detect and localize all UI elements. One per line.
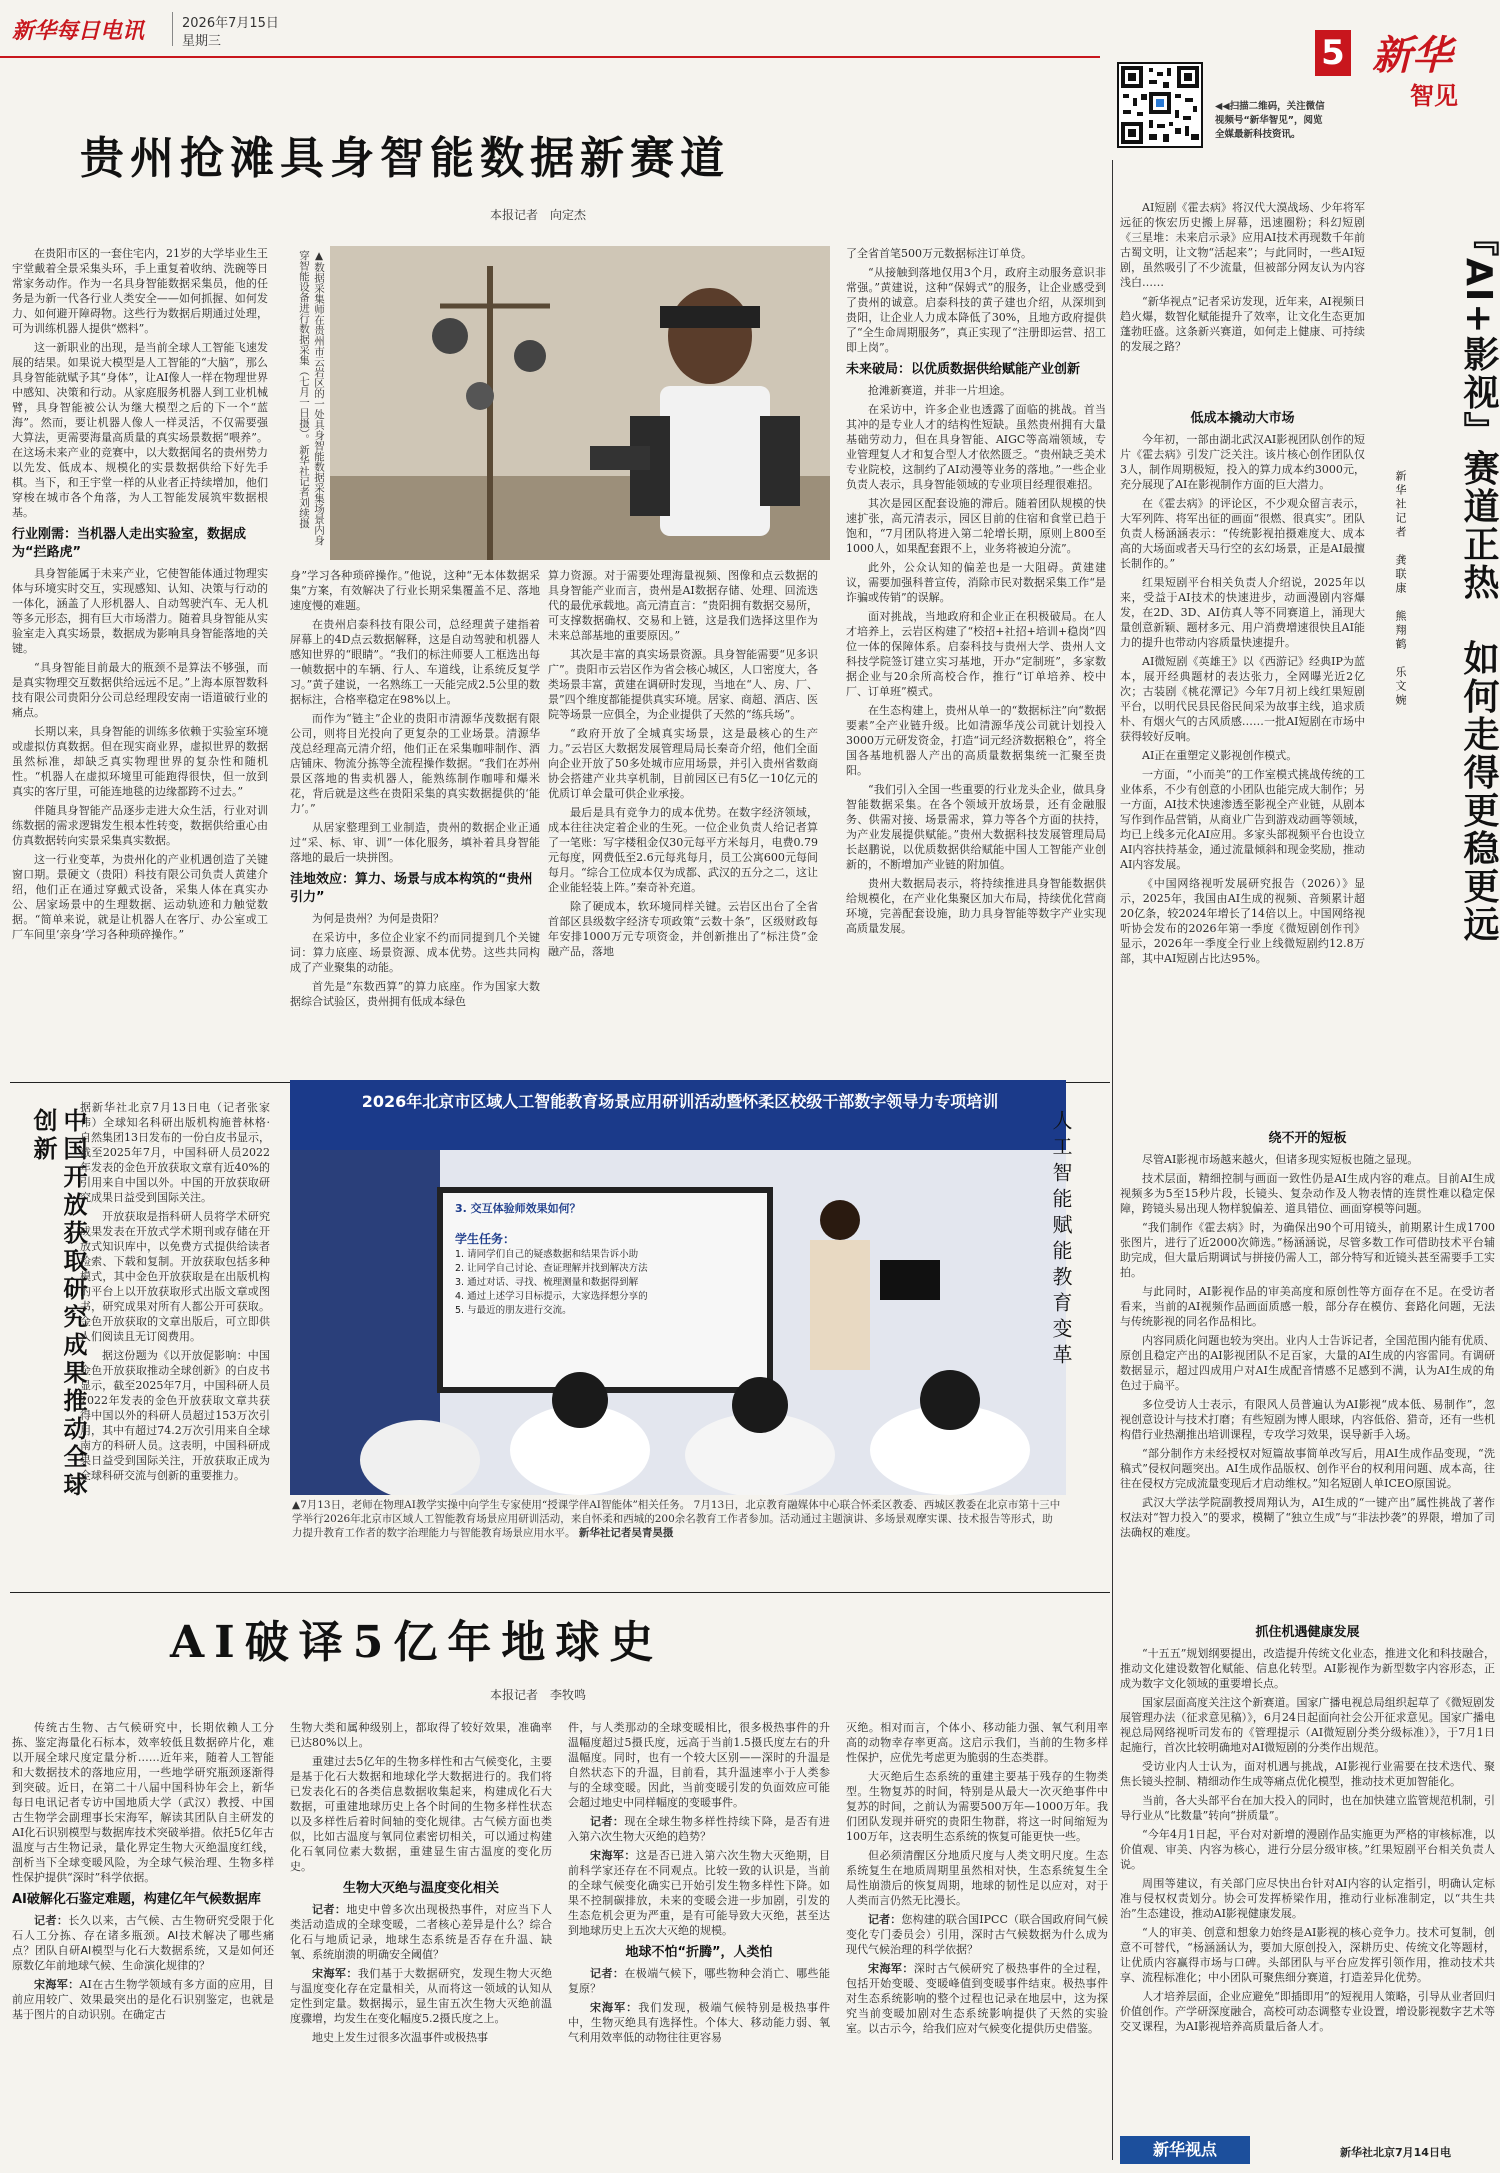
qa-paragraph [12, 1913, 274, 1973]
article5-column-3 [1120, 1618, 1495, 2128]
page-number-text: 5 [1321, 33, 1345, 73]
section-subhead: 抓住机遇健康发展 [1255, 1625, 1360, 1640]
paragraph: 人才培养层面，企业应避免“即插即用”的短视用人策略，引导从业者回归价值创作。产学研深度融合，高校可动态调整专业设置，增设影视数字艺术等交叉课程，为AI影视培养高质量后备人才。 [1120, 1990, 1495, 2033]
article5-column-1b [1370, 1050, 1495, 1124]
qa-speaker: 记者： [312, 1903, 347, 1916]
issue-weekday: 星期三 [182, 34, 222, 49]
qa-paragraph [568, 1966, 830, 1996]
qa-paragraph [290, 1902, 552, 1962]
section-subhead: 生物大灭绝与温度变化相关 [342, 1881, 499, 1896]
paragraph: AI短剧《霍去病》将汉代大漠战场、少年将军远征的恢宏历史搬上屏幕，迅速圈粉；科幻短剧《三星堆：未来启示录》应用AI技术再现数千年前古蜀文明，让文物“活起来”；与此同时，一些AI短剧，虽然吸引了不少流量，但被部分网友认为内容浅白…… [1120, 201, 1365, 289]
qa-speaker: 宋海军： [34, 1978, 80, 1991]
board-line: 3. 通过对话、寻找、梳理测量和数据得到解 [455, 1277, 639, 1288]
paragraph: 贵州大数据局表示，将持续推进具身智能数据供给规模化，在产业化集聚区加大布局，持续优化营商环境，完善配套设施，助力具身智能等数字产业实现高质量发展。 [846, 877, 1106, 935]
section-subhead: 绕不开的短板 [1268, 1131, 1347, 1146]
paragraph: 伴随具身智能产品逐步走进大众生活，行业对训练数据的需求逻辑发生根本性转变，数据供给重心由仿真数据转向实景采集真实数据。 [12, 804, 268, 847]
paragraph: 除了硬成本，软环境同样关键。云岩区出台了全省首部区县级数字经济专项政策“云数十条”，区级财政每年安排1000万元专项资金，并创新推出了“标注贷”金融产品，落地 [548, 900, 818, 958]
section-subhead: 地球不怕“折腾”，人类怕 [625, 1945, 773, 1960]
section-brand: 新华 [1372, 32, 1452, 79]
article1-column-1 [12, 246, 268, 1076]
page-number [1315, 30, 1351, 76]
paragraph: 据新华社北京7月13日电（记者张家伟）全球知名科研出版机构施普林格·自然集团13日发布的一份白皮书显示，截至2025年7月，中国科研人员2022年发表的金色开放获取文章有近40%的引用来自中国以外。中国的开放获取研究成果日益受到国际关注。 [80, 1101, 270, 1204]
paragraph: 抢滩新赛道，并非一片坦途。 [868, 384, 1011, 397]
paragraph: 生物大类和属种级别上，都取得了较好效果，准确率已达80%以上。 [290, 1721, 552, 1749]
paragraph: “具身智能目前最大的瓶颈不是算法不够强，而是真实物理交互数据供给远远不足。”上海本原智数科技有限公司贵阳分公司总经理段安南一语道破行业的痛点。 [12, 661, 268, 719]
qa-speaker: 记者： [590, 1815, 625, 1828]
paragraph: AI微短剧《英雄王》以《西游记》经典IP为蓝本，展开经典题材的表达张力，全网曝光近2亿次；古装剧《桃花潭记》今年7月初上线红果短剧平台，以明代民县民俗民间采为故事主线，追求质朴、有烟火气的古风质感……一批AI短剧在市场中获得较好反响。 [1120, 655, 1365, 743]
qa-paragraph [846, 1961, 1108, 2036]
article5-headline: 『AI+影视』赛道正热 如何走得更稳更远 [1458, 220, 1499, 944]
sidebar-divider [1112, 160, 1113, 2160]
paragraph: “十五五”规划纲要提出，改造提升传统文化业态，推进文化和科技融合，推动文化建设数智化赋能、信息化转型。AI影视作为新型数字内容形态，正成为数字文化领域的重要增长点。 [1120, 1647, 1495, 1690]
section-name: 智见 [1410, 82, 1458, 110]
paragraph: “人的审美、创意和想象力始终是AI影视的核心竞争力。技术可复制，创意不可替代，“杨涵涵认为，要加大原创投入，深耕历史、传统文化等题材，让优质内容赢得市场与口碑。头部团队与平台应发挥引领作用，推动技术共享、流程标准化；中小团队可聚焦细分赛道，打造差异化优势。 [1120, 1926, 1495, 1984]
paragraph: “我们引入全国一些重要的行业龙头企业，做具身智能数据采集。在各个领域开放场景，还有金融服务、供需对接、场景需求，算力等各个方面的扶持，为产业发展提供赋能。”贵州大数据科技发展管理局局长赵鹏说，以优质数据供给赋能中国人工智能产业创新的，不断增加产业链的附加值。 [846, 783, 1106, 871]
board-line: 2. 让同学自己讨论、查证理解并找到解决方法 [455, 1263, 648, 1274]
article1-photo-caption: ▲数据采集师在贵州市云岩区的一处具身智能数据采集场景内身穿智能设备进行数据采集（七月一日摄）。新华社记者刘续摄 [298, 250, 325, 546]
paragraph: 在贵阳市区的一套住宅内，21岁的大学毕业生王宇堂戴着全景采集头环，手上重复着收纳、洗碗等日常家务动作。作为一名具身智能数据采集员，他的任务是为新一代各行业人类安全——如何抓握、如何发力、如何避开障碍物。这些行为数据后期通过处理，可为训练机器人提供“燃料”。 [12, 247, 268, 335]
article3-headline: 人工智能赋能教育变革 [1049, 1110, 1073, 1370]
data-collector-photo-icon [330, 246, 830, 560]
paragraph: 内容同质化问题也较为突出。业内人士告诉记者，全国范围内能有优质、原创且稳定产出的AI影视团队不足百家，大量的AI生成的内容雷同。有调研数据显示，超过四成用户对AI生成配音情感不足感到不满，认为AI生成的角色过于扁平。 [1120, 1334, 1495, 1392]
paragraph: 而作为“链主”企业的贵阳市清源华茂数据有限公司，则将目光投向了更复杂的工业场景。清源华茂总经理高元清介绍，他们正在采集咖啡制作、酒店铺床、物流分拣等全流程操作数据。“我们在苏州景区落地的售卖机器人，能熟练制作咖啡和爆米花，背后就是这些在贵阳采集的真实数据提供的‘能力’。” [290, 712, 540, 815]
caption-lead: ▲7月13日，老师在物理AI教学实操中向学生专家使用“授课学伴AI智能体”相关任务。 [292, 1499, 691, 1511]
qa-paragraph [12, 1977, 274, 2022]
qa-text: AI在古生物学领域有多方面的应用，目前应用较广、效果最突出的是化石识别鉴定，也就是基于图片的自动识别。在确定古 [12, 1978, 274, 2021]
photo-credit: 新华社记者吴青昊摄 [578, 1527, 674, 1539]
paragraph: “新华视点”记者采访发现，近年来，AI视频日趋火爆，数智化赋能提升了效率，让文化生态更加蓬勃旺盛。这条新兴赛道，如何走上健康、可持续的发展之路？ [1120, 295, 1365, 353]
paragraph: AI正在重塑定义影视创作模式。 [1142, 749, 1298, 762]
section-subhead: 未来破局：以优质数据供给赋能产业创新 [846, 362, 1081, 377]
paragraph: 件，与人类那动的全球变暖相比，很多极热事件的升温幅度超过5摄氏度，远高于当前1.5摄氏度左右的升温幅度。同时，也有一个较大区别——深时的升温是自然状态下的升温，目前看，其升温速率小于人类参与的全球变暖。因此，当前变暖引发的负面效应可能会超过地史中同样幅度的变暖事件。 [568, 1721, 830, 1809]
section-subhead: 低成本撬动大市场 [1190, 411, 1295, 426]
qa-text: 我们发现，极端气候特别是极热事件中，生物灭绝具有选择性。个体大、移动能力弱、氧气利用效率低的动物往往更容易 [568, 2001, 830, 2044]
article4-column-3 [568, 1720, 830, 2165]
paragraph: 此外，公众认知的偏差也是一大阻碍。黄建建议，需要加强科普宣传，消除市民对数据采集工作“是诈骗或传销”的误解。 [846, 561, 1106, 604]
paragraph: 在采访中，许多企业也透露了面临的挑战。首当其冲的是专业人才的结构性短缺。虽然贵州拥有大量基础劳动力，但在具身智能、AIGC等高端领域，专业管理复人才和复合型人才依然匮乏。“贵州缺乏美术专业院校，这制约了AI动漫等业务的落地。”一些企业负责人表示，具身智能领域的专业项目经理很难招。 [846, 403, 1106, 491]
paragraph: 地史上发生过很多次温事件或极热事 [312, 2031, 488, 2044]
qa-text: 现在全球生物多样性持续下降，是否有进入第六次生物大灭绝的趋势？ [568, 1815, 830, 1843]
paragraph: 多位受访人士表示，有限风人员普遍认为AI影视“成本低、易制作”，忽视创意设计与技术打磨；有些短剧为博人眼球，内容低俗、猎奇，还有一些机构借行业热潮推出培训课程，专攻学习效果，误导新手入场。 [1120, 1398, 1495, 1441]
article1-headline: 贵州抢滩具身智能数据新赛道 [80, 133, 730, 184]
paragraph: 传统古生物、古气候研究中，长期依赖人工分拣、鉴定海量化石标本，效率较低且数据碎片化，难以开展全球尺度定量分析……近年来，随着人工智能和大数据技术的落地应用，一些地学研究瓶颈逐渐得到突破。近日，在第二十八届中国科协年会上，新华每日电讯记者专访中国地质大学（武汉）教授、中国古生物学会副理事长宋海军，解读其团队自主研发的AI化石识别模型与数据库技术突破举措。依托5亿年古温度与古生物记录，量化界定生物大灭绝温度红线，剖析当下全球变暖风险，为全球气候治理、生物多样性保护提供“深时”科学依据。 [12, 1721, 274, 1884]
article2-body [80, 1100, 270, 1510]
paragraph: 武汉大学法学院副教授周翔认为，AI生成的“一键产出”属性挑战了著作权法对“智力投入”的要求，模糊了“独立生成”与“非法抄袭”的界限，增加了司法确权的难度。 [1120, 1496, 1495, 1539]
masthead [0, 0, 1500, 66]
article4-headline: AI破译5亿年地球史 [170, 1617, 664, 1668]
paragraph: 灭绝。相对而言，个体小、移动能力强、氧气利用率高的动物幸存率更高。这启示我们，当前的生物多样性保护，应优先考虑更为脆弱的生态类群。 [846, 1721, 1108, 1764]
article1-byline: 本报记者 向定杰 [490, 208, 587, 222]
paragraph: 从居家整理到工业制造，贵州的数据企业正通过“采、标、审、训”一体化服务，填补着具身智能落地的最后一块拼图。 [290, 821, 540, 864]
paragraph: 算力资源。对于需要处理海量视频、图像和点云数据的具身智能产业而言，贵州是AI数据存储、处理、回流迭代的最优承载地。高元清直言：“贵阳拥有数据交易所，可支撑数据确权、交易和上链，这是我们选择这里作为未来总部基地的重要原因。” [548, 569, 818, 642]
photo-board-heading: 学生任务： [455, 1232, 516, 1246]
footer-dateline: 新华社北京7月14日电 [1340, 2146, 1451, 2159]
qa-paragraph [290, 1966, 552, 2026]
article1-photo[interactable] [330, 246, 830, 560]
paragraph: 为何是贵州？为何是贵阳？ [312, 912, 444, 925]
qr-code[interactable] [1117, 62, 1203, 148]
qa-text: 深时古气候研究了极热事件的全过程，包括开始变暖、变暖峰值到变暖事件结束。极热事件对生态系统影响的整个过程也记录在地层中，这为探究当前变暖加剧对生态系统影响提供了天然的实验室。以古示今，给我们应对气候变化提供历史借鉴。 [846, 1962, 1108, 2035]
article5-column-2 [1120, 1124, 1495, 1614]
board-line: 4. 通过上述学习目标提示，大家选择想分享的 [455, 1291, 648, 1302]
article3-photo[interactable] [290, 1080, 1066, 1495]
paragraph: 重建过去5亿年的生物多样性和古气候变化，主要是基于化石大数据和地球化学大数据进行的。我们将已发表化石的各类信息数据收集起来，构建成化石大数据，可重建地球历史上各个时间的生物多样性状态以及多样性后着时间轴的变化规律。古气候方面也类似，比如古温度与氧同位素密切相关，可以通过构建化石氧同位素大数据，重建显生宙古温度的变化历史。 [290, 1755, 552, 1873]
paragraph: 其次是丰富的真实场景资源。具身智能需要“见多识广”。贵阳市云岩区作为省会核心城区，人口密度大，各类场景丰富，黄建在调研时发现，当地在“人、房、厂、景”四个维度都能提供真实环境。居家、商超、酒店、医院等场景一应俱全，为企业提供了天然的“练兵场”。 [548, 648, 818, 721]
paragraph: 但必须清醒区分地质尺度与人类文明尺度。生态系统复生在地质周期里虽然相对快，生态系统复生全局性崩溃后的恢复周期，地球的韧性足以应对，对于人类而言仍然无比漫长。 [846, 1849, 1108, 1907]
paragraph: 大灭绝后生态系统的重建主要基于残存的生物类型。生物复苏的时间，特别是从最大一次灭绝事件中复苏的时间，之前认为需要500万年—1000万年。我们团队发现并研究的贵阳生物群，将这一时间缩短为100万年，这表明生态系统的恢复可能更快一些。 [846, 1770, 1108, 1843]
paragraph: 受访业内人士认为，面对机遇与挑战，AI影视行业需要在技术迭代、聚焦长镜头控制、精细动作生成等痛点优化模型，推动技术更加智能化。 [1120, 1760, 1495, 1788]
paragraph: “政府开放了全城真实场景，这是最核心的生产力。”云岩区大数据发展管理局局长秦奇介绍，他们全面向企业开放了50多处城市应用场景，并引入贵州省数商协会搭建产业共享机制，目前园区已有5亿一10亿元的优质订单会量可供企业承接。 [548, 727, 818, 800]
qr-code-icon [1119, 64, 1201, 146]
paragraph: 在生态构建上，贵州从单一的“数据标注”向“数据要素”全产业链升级。比如清源华茂公司就计划投入3000万元研发资金，打造“词元经济数据粮仓”，将全国各基地机器人产出的高质量数据集统一汇聚至贵阳。 [846, 704, 1106, 777]
paragraph: 《中国网络视听发展研究报告（2026）》显示，2025年，我国由AI生成的视频、音频累计超20亿条，较2024年增长了14倍以上。中国网络视听协会发布的2026年第一季度《微短剧创作刊》显示，2026年一季度全行业上线微短剧约12.8万部，其中AI短剧占比达95%。 [1120, 877, 1365, 965]
article4-byline: 本报记者 李牧鸣 [490, 1688, 587, 1702]
paragraph: 一方面，“小而美”的工作室模式挑战传统的工业体系，不少有创意的小团队也能完成大制作；另一方面，AI技术快速渗透至影视全产业链，从剧本写作到作品营销，从商业广告到游戏动画等领域，均已上线多元化AI应用。多家头部视频平台也设立AI内容扶持基金，通过流量倾斜和现金奖励，推动AI内容发展。 [1120, 768, 1365, 871]
paragraph: 在《霍去病》的评论区，不少观众留言表示，大军列阵、将军出征的画面“很燃、很真实”。团队负责人杨涵涵表示：“传统影视拍摄难度大、成本高的大场面或者天马行空的玄幻场景，正是AI最擅长制作的。” [1120, 497, 1365, 570]
paragraph: “今年4月1日起，平台对对新增的漫剧作品实施更为严格的审核标准，以价值观、审美、内容为核心，进行分层分级审核。”红果短剧平台相关负责人说。 [1120, 1828, 1495, 1871]
paragraph: 技术层面，精细控制与画面一致性仍是AI生成内容的难点。目前AI生成视频多为5至15秒片段，长镜头、复杂动作及人物表情的连贯性难以稳定保障，跨镜头易出现人物样貌偏差、道具错位、画面穿模等问题。 [1120, 1172, 1495, 1215]
qa-speaker: 宋海军： [868, 1962, 914, 1975]
article5-byline: 新华社记者 龚联康 熊翔鹤 乐文婉 [1394, 470, 1407, 708]
paragraph: 这一行业变革，为贵州化的产业机遇创造了关键窗口期。景硬文（贵阳）科技有限公司负责人黄建介绍，他们正在通过穿戴式设备，采集人体在真实办公、居家场景中的生理数据、运动轨迹和力触觉数据。“简单来说，就是让机器人在客厅、办公室或工厂车间里‘亲身’学习各种琐碎操作。” [12, 853, 268, 941]
article5-column-1 [1120, 404, 1365, 1124]
paragraph: 尽管AI影视市场越来越火，但诸多现实短板也随之显现。 [1142, 1153, 1419, 1166]
article4-column-2 [290, 1720, 552, 2165]
photo-board-question: 3. 交互体验师效果如何？ [455, 1202, 581, 1215]
paragraph: 今年初，一部由湖北武汉AI影视团队创作的短片《霍去病》引发广泛关注。该片核心创作团队仅3人，制作周期极短，投入的算力成本约3000元，充分展现了AI在影视制作方面的巨大潜力。 [1120, 433, 1365, 491]
paragraph: 在采访中，多位企业家不约而同提到几个关键词：算力底座、场景资源、成本优势。这些共同构成了产业聚集的动能。 [290, 931, 540, 974]
article2-headline: 中国开放获取研究成果推动全球创新 [29, 1108, 87, 1500]
article1-column-3 [548, 568, 818, 1078]
paragraph: 其次是园区配套设施的滞后。随着团队规模的快速扩张，高元清表示，园区目前的住宿和食堂已趋于饱和，“7月团队将进入第二轮增长期，原则上800至1000人，如果配套跟不上，业务将被迫分流”。 [846, 497, 1106, 555]
photo-board-lines [455, 1248, 760, 1318]
qa-speaker: 记者： [590, 1967, 625, 1980]
qa-speaker: 宋海军： [590, 1849, 636, 1862]
paragraph: 周围等建议，有关部门应尽快出台针对AI内容的认定指引，明确认定标准与侵权权责划分。协会可发挥桥梁作用，推动行业标准制定，以“共生共治”生态建设，推动AI影视健康发展。 [1120, 1877, 1495, 1920]
qa-text: 您构建的联合国IPCC（联合国政府间气候变化专门委员会）引用，深时古气候数据为什么成为现代气候治理的科学依据？ [846, 1913, 1108, 1956]
paragraph: 面对挑战，当地政府和企业正在积极破局。在人才培养上，云岩区构建了“校招+社招+培训+稳岗”四位一体的保障体系。启泰科技与贵州大学、贵州人文科技学院签订建立实习基地，开办“定制班”，多家数据企业与20余所高校合作，推行“订单培养、校中厂、订单班”模式。 [846, 610, 1106, 698]
qa-text: 这是否已进入第六次生物大灭绝期，目前科学家还存在不同观点。比较一致的认识是，当前的全球气候变化确实已开始引发生物多样性下降。如果不控制碳排放，未来的变暖会进一步加剧，引发的生态危机会更为严重，是有可能导致大灭绝，甚至达到地球历史上五次大灭绝的规模。 [568, 1849, 830, 1937]
qr-caption: ◀◀扫描二维码，关注微信视频号“新华智见”，阅览全媒最新科技资讯。 [1215, 101, 1325, 140]
section-subhead: AI破解化石鉴定难题，构建亿年气候数据库 [12, 1892, 261, 1907]
qa-text: 在极端气候下，哪些物种会消亡、哪些能复原？ [568, 1967, 830, 1995]
article4-column-1 [12, 1720, 274, 2165]
paragraph: 国家层面高度关注这个新赛道。国家广播电视总局组织起草了《微短剧发展管理办法（征求意见稿）》，6月24日起面向社会公开征求意见。国家广播电视总局网络视听司发布的《管理提示（AI微短剧分类分级标准）》，于7月1日起施行，首次比较明确地对AI微短剧的分类作出规范。 [1120, 1696, 1495, 1754]
caption-body: 7月13日，北京教育融媒体中心联合怀柔区教委、西城区教委在北京市第十三中学举行2026年北京市区域人工智能教育场景应用研训活动，来自怀柔和西城的200余名教育工作者参加。活动通过主题演讲、多场景观摩实课、技术报告等形式，助力提升教育工作者的数字治理能力与智能教育场景应用水平。 [292, 1499, 1061, 1539]
section-subhead: 洼地效应：算力、场景与成本构筑的“贵州引力” [290, 872, 533, 905]
footer-brand [1120, 2136, 1250, 2164]
paragraph: 开放获取是指科研人员将学术研究成果发表在开放式学术期刊或存储在开放式知识库中，以免费方式提供给读者检索、下载和复制。开放获取包括多种模式，其中金色开放获取是在出版机构的平台上以开放获取形式出版文章或图书，研究成果对所有人都公开可获取。金色开放获取的文章出版后，可立即供人们阅读且无订阅费用。 [80, 1210, 270, 1343]
paragraph: 据这份题为《以开放促影响：中国金色开放获取推动全球创新》的白皮书显示，截至2025年7月，中国科研人员2022年发表的金色开放获取文章共获得中国以外的科研人员超过153万次引用，其中有超过74.2万次引用来自全球南方的科研人员。这表明，中国科研成果日益受到国际关注，开放获取正成为全球科研交流与创新的重要推力。 [80, 1349, 270, 1482]
article5-intro [1120, 200, 1365, 400]
paragraph: 长期以来，具身智能的训练多依赖于实验室环境或虚拟仿真数据。但在现实商业界，虚拟世界的数据虽然标准，却缺乏真实物理世界的复杂性和随机性。“机器人在虚拟环境里可能跑得很快，但一放到真实的客厅里，可能连地毯的边缘都跨不过去。” [12, 725, 268, 798]
photo-screen-title: 2026年北京市区域人工智能教育场景应用研训活动暨怀柔区校级干部数字领导力专项培训 [361, 1092, 999, 1111]
paragraph: 首先是“东数西算”的算力底座。作为国家大数据综合试验区，贵州拥有低成本绿色 [290, 980, 540, 1008]
paper-name: 新华每日电讯 [12, 18, 145, 44]
paragraph: “从接触到落地仅用3个月，政府主动服务意识非常强。”黄建说，这种“保姆式”的服务，让企业感受到了贵州的诚意。启泰科技的黄子建也介绍，从深圳到贵阳，让企业人力成本降低了30%，且地方政府提供了“全生命周期服务”，真正实现了“注册即运营、招工即上岗”。 [846, 266, 1106, 354]
paragraph: 最后是具有竞争力的成本优势。在数字经济领域，成本往往决定着企业的生死。一位企业负责人给记者算了一笔账：写字楼租金仅30元每平方米每月，电费0.79元每度，网费低至2.6元每兆每月，员工公寓600元每间每月。“综合工位成本仅为成都、武汉的五分之二，这让企业能轻装上阵。”秦奇补充道。 [548, 806, 818, 894]
footer-brand-text: 新华视点 [1152, 2140, 1217, 2159]
article1-column-2 [290, 568, 540, 1078]
article4-column-4 [846, 1720, 1108, 2165]
section-subhead: 行业刚需：当机器人走出实验室，数据成为“拦路虎” [12, 527, 247, 560]
masthead-rule [0, 56, 1100, 58]
issue-date: 2026年7月15日 [182, 16, 279, 31]
qa-paragraph [846, 1912, 1108, 1957]
qa-paragraph [568, 2000, 830, 2045]
paragraph: “部分制作方未经授权对短篇故事简单改写后，用AI生成作品变现，“洗稿式”侵权问题突出。AI生成作品版权、创作平台的权利用问题、成本高，往往在侵权方完成流量变现后才启动维权。”知名短剧人单ICEO原国说。 [1120, 1447, 1495, 1490]
qa-paragraph [568, 1848, 830, 1938]
qa-speaker: 记者： [34, 1914, 69, 1927]
board-line: 1. 请同学们自己的疑惑数据和结果告诉小助 [455, 1249, 639, 1260]
paragraph: 当前，各大头部平台在加大投入的同时，也在加快建立监管规范机制，引导行业从“比数量”转向“拼质量”。 [1120, 1794, 1495, 1822]
qa-text: 地史中曾多次出现极热事件，对应当下人类活动造成的全球变暖，二者核心差异是什么？综合化石与地质记录，地球生态系统是否存在升温、缺氧、系统崩溃的明确安全阈值？ [290, 1903, 552, 1961]
qa-text: 我们基于大数据研究，发现生物大灭绝与温度变化存在定量相关，从而将这一领域的认知从定性到定量。数据揭示，显生宙五次生物大灭绝前温度骤增，均发生在变化幅度5.2摄氏度之上。 [290, 1967, 552, 2025]
qa-speaker: 宋海军： [590, 2001, 639, 2014]
paragraph: 身”学习各种琐碎操作。”他说，这种“无本体数据采集”方案，有效解决了行业长期采集覆盖不足、落地速度慢的难题。 [290, 569, 540, 612]
paragraph: 这一新职业的出现，是当前全球人工智能飞速发展的结果。如果说大模型是人工智能的“大脑”，那么具身智能就赋予其“身体”，让AI像人一样在物理世界中感知、决策和行动。从家庭服务机器人到工业机械臂，具身智能被公认为继大模型之后的下一个“蓝海”。然而，要让机器人像人一样灵活，不仅需要强大算法，更需要海量高质量的真实场景数据“喂养”。在这场未来产业的竞赛中，以大数据闻名的贵州势力以先发、低成本、规模化的实景数据供给下好先手棋。当下，和王宇堂一样的从业者正持续增加，他们穿梭在城市各个角落，为人工智能发展筑牢数据根基。 [12, 341, 268, 519]
divider [10, 1592, 1110, 1593]
masthead-divider [172, 12, 173, 46]
paragraph: 红果短剧平台相关负责人介绍说，2025年以来，受益于AI技术的快速进步，动画漫剧内容爆发，在2D、3D、AI仿真人等不同赛道上，涌现大量创意新颖、题材多元、用户消费增速很快且AI能力的提升也带动内容质量快速提升。 [1120, 576, 1365, 649]
qa-speaker: 记者： [868, 1913, 902, 1926]
paragraph: 与此同时，AI影视作品的审美高度和原创性等方面存在不足。在受访者看来，当前的AI视频作品画面质感一般，部分存在模仿、套路化问题，无法与传统影视的同名作品相比。 [1120, 1285, 1495, 1328]
paragraph: 在贵州启泰科技有限公司，总经理黄子建指着屏幕上的4D点云数据解释，这是自动驾驶和机器人感知世界的“眼睛”。“我们的标注师要人工框选出每一帧数据中的车辆、行人、车道线，让系统反复学习。”黄子建说，一名熟练工一天能完成2.5公里的数据标注，合格率稳定在98%以上。 [290, 618, 540, 706]
board-line: 5. 与最近的朋友进行交流。 [455, 1305, 572, 1316]
qa-speaker: 宋海军： [312, 1967, 358, 1980]
paragraph: 了全省首笔500万元数据标注订单贷。 [846, 247, 1032, 260]
article3-caption [292, 1498, 1062, 1540]
qa-paragraph [568, 1814, 830, 1844]
article1-column-4 [846, 246, 1106, 1078]
paragraph: “我们制作《霍去病》时，为确保出90个可用镜头，前期累计生成1700张图片，进行了近2000次筛选。”杨涵涵说，尽管多数工作可借助技术平台辅助完成，但大量后期调试与拼接仍需人工，部分特写和近镜头甚至需要手工实拍。 [1120, 1221, 1495, 1279]
paragraph: 具身智能属于未来产业，它使智能体通过物理实体与环境实时交互，实现感知、认知、决策与行动的一体化，涵盖了人形机器人、自动驾驶汽车、无人机等多元形态，拥有巨大市场潜力。随着具身智能从实验室走入真实场景，数据成为影响具身智能落地的关键。 [12, 567, 268, 655]
qa-text: 长久以来，古气候、古生物研究受限于化石人工分拣、存在诸多瓶颈。AI技术解决了哪些痛点？团队自研AI模型与化石大数据系统，又是如何还原数亿年前地球气候、生命演化规律的？ [12, 1914, 274, 1972]
